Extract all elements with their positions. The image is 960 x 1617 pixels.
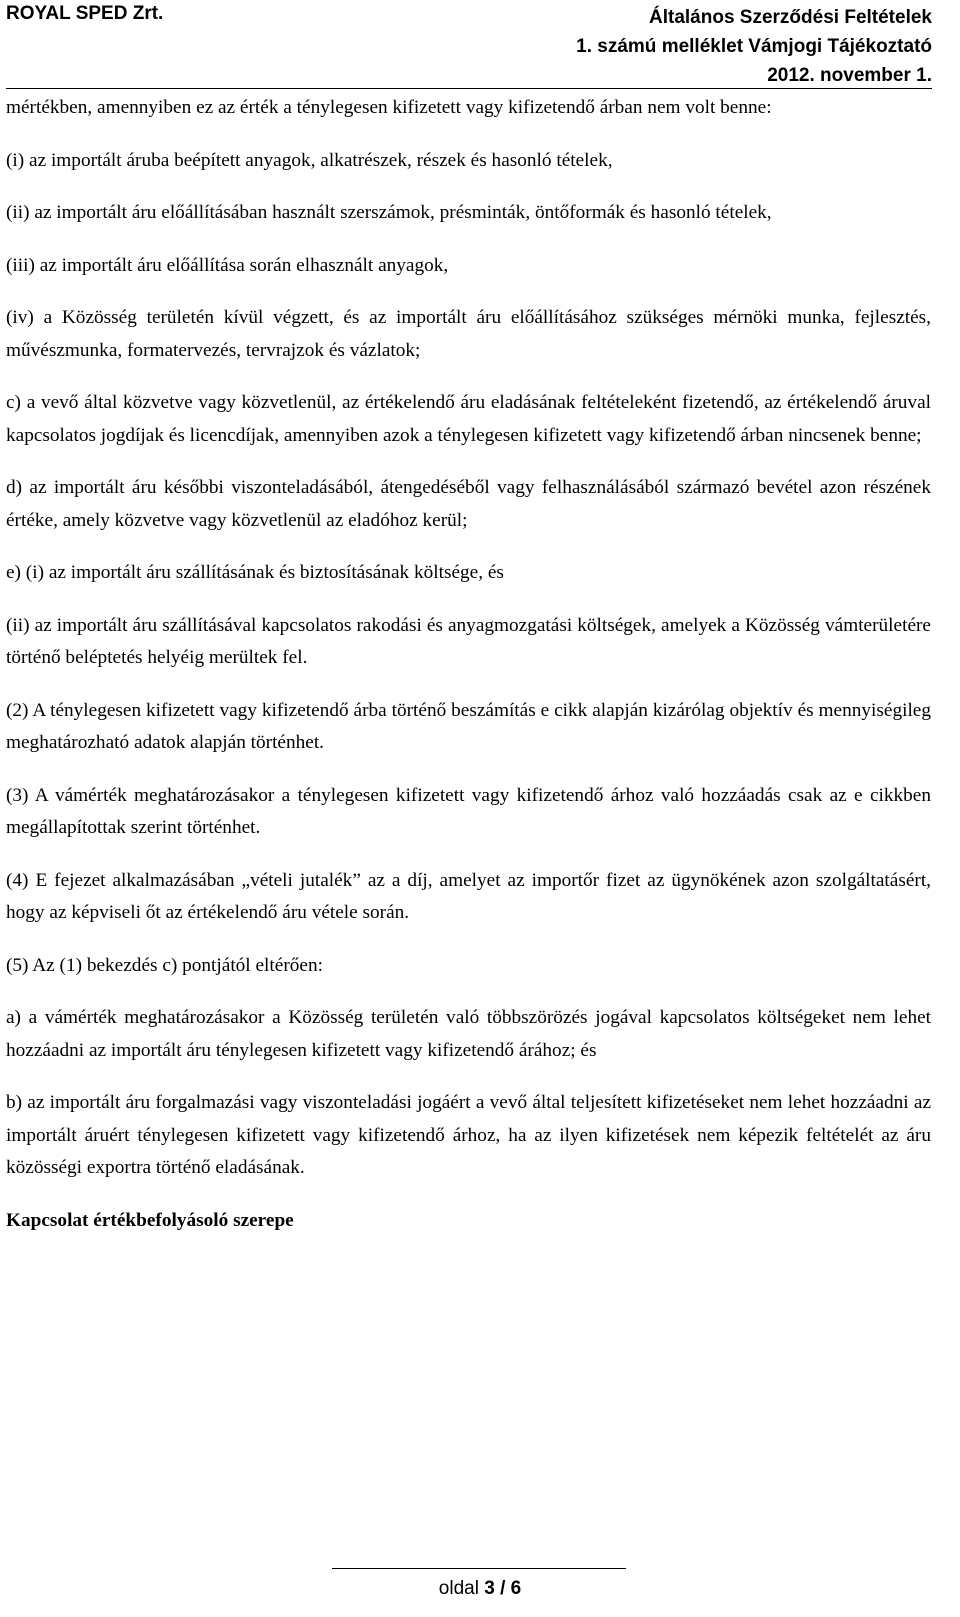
page-footer (0, 1578, 960, 1600)
paragraph: (iv) a Közösség területén kívül végzett, és az importált áru előállításához szükséges mérnöki munka, fejlesztés, művészmunka, formatervezés, tervrajzok és vázlatok; (6, 307, 931, 361)
paragraph: (5) Az (1) bekezdés c) pontjától eltérően: (6, 954, 323, 976)
footer-divider (332, 1568, 626, 1569)
document-body (6, 92, 931, 1237)
paragraph: (i) az importált áruba beépített anyagok, alkatrészek, részek és hasonló tételek, (6, 149, 613, 171)
page-header (6, 0, 932, 90)
paragraph: e) (i) az importált áru szállításának és biztosításának költsége, és (6, 562, 504, 583)
document-title: Általános Szerződési Feltételek (649, 7, 932, 28)
paragraph: (ii) az importált áru előállításában használt szerszámok, présminták, öntőformák és hasonló tételek, (6, 202, 772, 223)
header-info (576, 3, 932, 90)
paragraph: (2) A ténylegesen kifizetett vagy kifizetendő árba történő beszámítás e cikk alapján kizárólag objektív és mennyiségileg meghatározható adatok alapján történhet. (6, 699, 931, 753)
page-label: oldal (438, 1578, 485, 1599)
annex-title: 1. számú melléklet Vámjogi Tájékoztató (576, 36, 932, 57)
section-heading: Kapcsolat értékbefolyásoló szerepe (6, 1209, 294, 1231)
paragraph: mértékben, amennyiben ez az érték a ténylegesen kifizetett vagy kifizetendő árban nem volt benne: (6, 97, 772, 118)
page-number: 3 / 6 (484, 1578, 522, 1599)
paragraph: c) a vevő által közvetve vagy közvetlenül, az értékelendő áru eladásának feltételeként fizetendő, az értékelendő áruval kapcsolatos jogdíjak és licencdíjak, amennyiben azok a ténylegesen kifizetett vagy kifizetendő árban nincsenek benne; (6, 392, 931, 446)
paragraph: b) az importált áru forgalmazási vagy viszonteladási jogáért a vevő által teljesített kifizetéseket nem lehet hozzáadni az importált áruért ténylegesen kifizetett vagy kifizetendő árhoz, ha az ilyen kifizetések nem képezik feltételét az áru közösségi exportra történő eladásának. (6, 1092, 931, 1178)
header-divider (6, 88, 932, 89)
company-name: ROYAL SPED Zrt. (6, 3, 164, 24)
document-date: 2012. november 1. (767, 65, 932, 86)
paragraph: a) a vámérték meghatározásakor a Közösség területén való többszörözés jogával kapcsolatos költségeket nem lehet hozzáadni az importált áru ténylegesen kifizetett vagy kifizetendő árához; és (6, 1007, 931, 1061)
paragraph: d) az importált áru későbbi viszonteladásából, átengedéséből vagy felhasználásából származó bevétel azon részének értéke, amely közvetve vagy közvetlenül az eladóhoz kerül; (6, 477, 931, 531)
paragraph: (4) E fejezet alkalmazásában „vételi jutalék” az a díj, amelyet az importőr fizet az ügynökének azon szolgáltatásért, hogy az képviseli őt az értékelendő áru vétele során. (6, 869, 931, 923)
paragraph: (iii) az importált áru előállítása során elhasznált anyagok, (6, 254, 449, 276)
paragraph: (3) A vámérték meghatározásakor a ténylegesen kifizetett vagy kifizetendő árhoz való hozzáadás csak az e cikkben megállapítottak szerint történhet. (6, 784, 931, 838)
paragraph: (ii) az importált áru szállításával kapcsolatos rakodási és anyagmozgatási költségek, amelyek a Közösség vámterületére történő beléptetés helyéig merültek fel. (6, 614, 931, 668)
